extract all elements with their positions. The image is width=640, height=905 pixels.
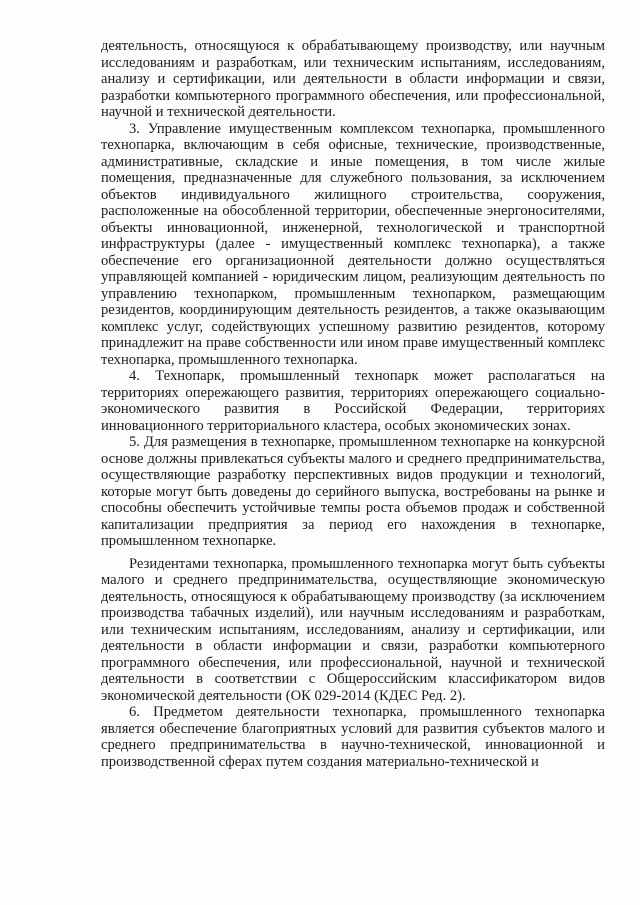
paragraph-3: 3. Управление имущественным комплексом технопарка, промышленного технопарка, включающим в себя офисные, технические, производственные, административные, складские и иные помещения, в том числе жилые помещения, предназначенные для служебного пользования, за исключением объектов индивидуального жилищного строительства, сооружения, расположенные на обособленной территории, обеспеченные энергоносителями, объекты инновационной, инженерной, технологической и транспортной инфраструктуры (далее - имущественный комплекс технопарка), а также обеспечение его организационной деятельности должно осуществляться управляющей компанией - юридическим лицом, реализующим деятельность по управлению технопарком, промышленным технопарком, размещающим резидентов, координирующим деятельность резидентов, а также оказывающим комплекс услуг, содействующих успешному развитию резидентов, которому принадлежит на праве собственности или ином праве имущественный комплекс технопарка, промышленного технопарка. (101, 120, 605, 368)
paragraph-continuation: деятельность, относящуюся к обрабатывающему производству, или научным исследованиям и разработкам, или техническим испытаниям, исследованиям, анализу и сертификации, или деятельности в области информации и связи, разработки компьютерного программного обеспечения, или профессиональной, научной и технической деятельности. (101, 38, 605, 120)
paragraph-5: 5. Для размещения в технопарке, промышленном технопарке на конкурсной основе должны привлекаться субъекты малого и среднего предпринимательства, осуществляющие разработку перспективных видов продукции и технологий, которые могут быть доведены до серийного выпуска, востребованы на рынке и способны обеспечить устойчивые темпы роста объемов продаж и собственной капитализации предприятия за период его нахождения в технопарке, промышленном технопарке. (101, 434, 605, 549)
paragraph-6: 6. Предметом деятельности технопарка, промышленного технопарка является обеспечение благоприятных условий для развития субъектов малого и среднего предпринимательства в научно-технической, инновационной и производственной сферах путем создания материально-технической и (101, 704, 605, 770)
paragraph-4: 4. Технопарк, промышленный технопарк может располагаться на территориях опережающего развития, территориях опережающего социально-экономического развития в Российской Федерации, территориях инновационного территориального кластера, особых экономических зонах. (101, 368, 605, 434)
document-body (101, 38, 605, 770)
paragraph-residents: Резидентами технопарка, промышленного технопарка могут быть субъекты малого и среднего предпринимательства, осуществляющие экономическую деятельность, относящуюся к обрабатывающему производству (за исключением производства табачных изделий), или научным исследованиям и разработкам, или техническим испытаниям, исследованиям, анализу и сертификации, или деятельности в области информации и связи, разработки компьютерного программного обеспечения, или профессиональной, научной и технической деятельности в соответствии с Общероссийским классификатором видов экономической деятельности (ОК 029-2014 (КДЕС Ред. 2). (101, 555, 605, 704)
